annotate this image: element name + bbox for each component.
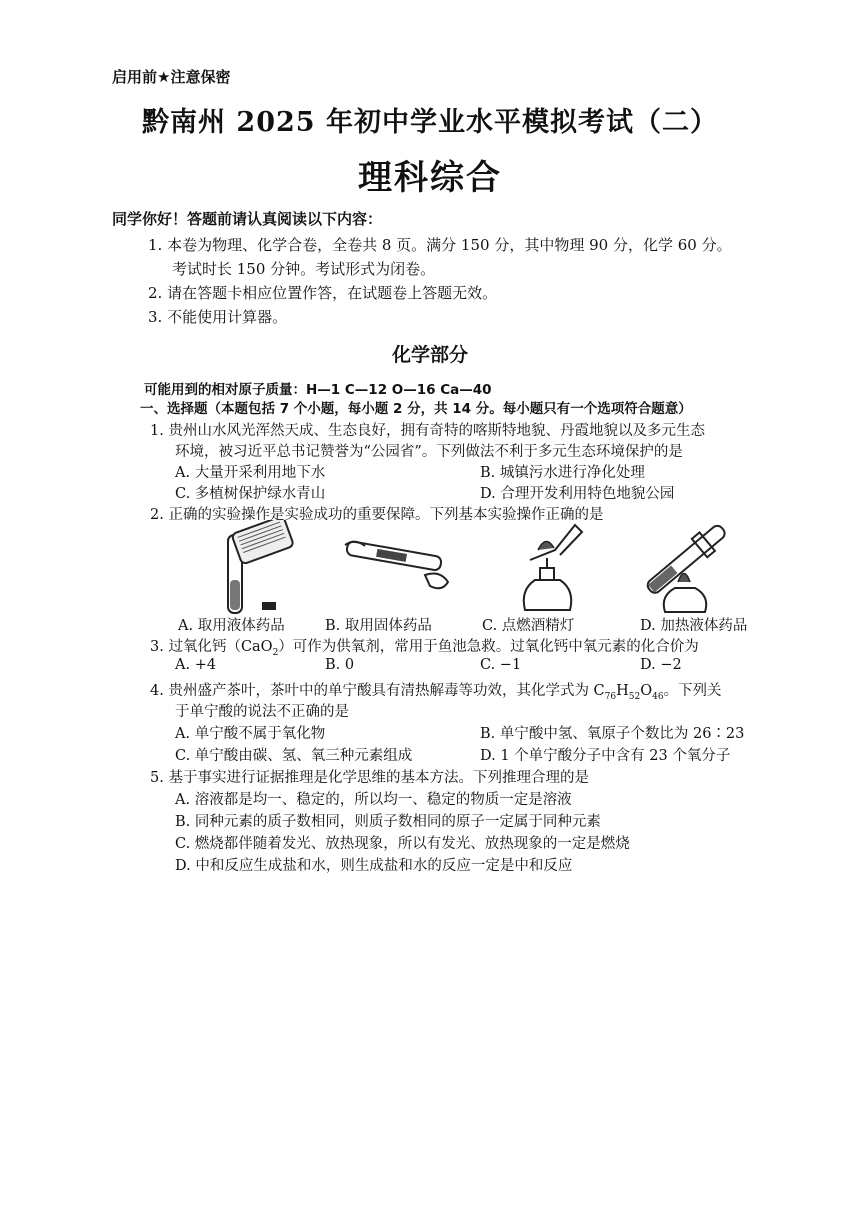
confidential-label: 启用前★注意保密 [112,68,231,86]
q4-formula-o-count: 46 [652,691,664,702]
part-title: 一、选择题（本题包括 7 个小题，每小题 2 分，共 14 分。每小题只有一个选项符合题意） [140,401,692,417]
notice-item-1: 1. 本卷为物理、化学合卷，全卷共 8 页。满分 150 分，其中物理 90 分，化学 60 分。 [148,236,732,254]
q3-option-c: C. −1 [480,657,522,673]
q4-formula-o: O [640,683,653,699]
figure-liquid-pouring [190,520,330,615]
q5-option-a: A. 溶液都是均一、稳定的，所以均一、稳定的物质一定是溶液 [175,792,572,808]
figure-alcohol-lamp [480,520,620,615]
q3-option-b: B. 0 [325,657,355,673]
q2-line1: 2. 正确的实验操作是实验成功的重要保障。下列基本实验操作正确的是 [150,507,604,523]
figure-liquid-heating [620,520,760,615]
q3-sub: 2 [272,647,279,658]
q4-text-post: 。下列关 [663,683,722,699]
q3-text-post: ）可作为供氧剂，常用于鱼池急救。过氧化钙中氧元素的化合价为 [278,639,699,655]
q4-option-c: C. 单宁酸由碳、氢、氧三种元素组成 [175,748,413,764]
q1-line2: 环境，被习近平总书记赞誉为“公园省”。下列做法不利于多元生态环境保护的是 [175,444,683,460]
q4-option-a: A. 单宁酸不属于氧化物 [175,726,326,742]
notice-heading: 同学你好！答题前请认真阅读以下内容： [112,210,383,228]
atomic-masses: 可能用到的相对原子质量：H—1 C—12 O—16 Ca—40 [144,382,492,398]
q5-option-d: D. 中和反应生成盐和水，则生成盐和水的反应一定是中和反应 [175,858,573,874]
q2-caption-b: B. 取用固体药品 [325,618,432,634]
q3-line1 [150,635,699,658]
notice-item-1-cont: 考试时长 150 分钟。考试形式为闭卷。 [172,260,436,278]
q1-option-d: D. 合理开发利用特色地貌公园 [480,486,675,502]
q1-option-a: A. 大量开采利用地下水 [175,465,326,481]
q2-caption-d: D. 加热液体药品 [640,618,748,634]
exam-title: 黔南州 2025 年初中学业水平模拟考试（二） [142,107,718,138]
q1-option-b: B. 城镇污水进行净化处理 [480,465,645,481]
q4-line2: 于单宁酸的说法不正确的是 [175,704,349,720]
section-title: 化学部分 [391,344,468,366]
q5-option-c: C. 燃烧都伴随着发光、放热现象，所以有发光、放热现象的一定是燃烧 [175,836,630,852]
q4-formula-h: H [616,683,629,699]
q1-line1: 1. 贵州山水风光浑然天成、生态良好，拥有奇特的喀斯特地貌、丹霞地貌以及多元生态 [150,423,705,439]
subject-title: 理科综合 [358,158,502,198]
notice-item-3: 3. 不能使用计算器。 [148,308,288,326]
q3-option-d: D. −2 [640,657,682,673]
q1-option-c: C. 多植树保护绿水青山 [175,486,326,502]
q2-caption-c: C. 点燃酒精灯 [482,618,575,634]
q4-line1 [150,679,722,702]
q4-option-b: B. 单宁酸中氢、氧原子个数比为 26∶23 [480,726,745,742]
q4-option-d: D. 1 个单宁酸分子中含有 23 个氧分子 [480,748,731,764]
q3-option-a: A. +4 [175,657,217,673]
figure-solid-taking [330,520,470,615]
q2-caption-a: A. 取用液体药品 [178,618,285,634]
q5-option-b: B. 同种元素的质子数相同，则质子数相同的原子一定属于同种元素 [175,814,601,830]
q4-formula-c-count: 76 [604,691,617,702]
q5-line1: 5. 基于事实进行证据推理是化学思维的基本方法。下列推理合理的是 [150,770,589,786]
q4-formula-h-count: 52 [628,691,641,702]
q3-text-pre: 3. 过氧化钙（CaO [150,639,273,655]
q4-text-pre: 4. 贵州盛产茶叶，茶叶中的单宁酸具有清热解毒等功效，其化学式为 C [150,683,605,699]
notice-item-2: 2. 请在答题卡相应位置作答，在试题卷上答题无效。 [148,284,498,302]
